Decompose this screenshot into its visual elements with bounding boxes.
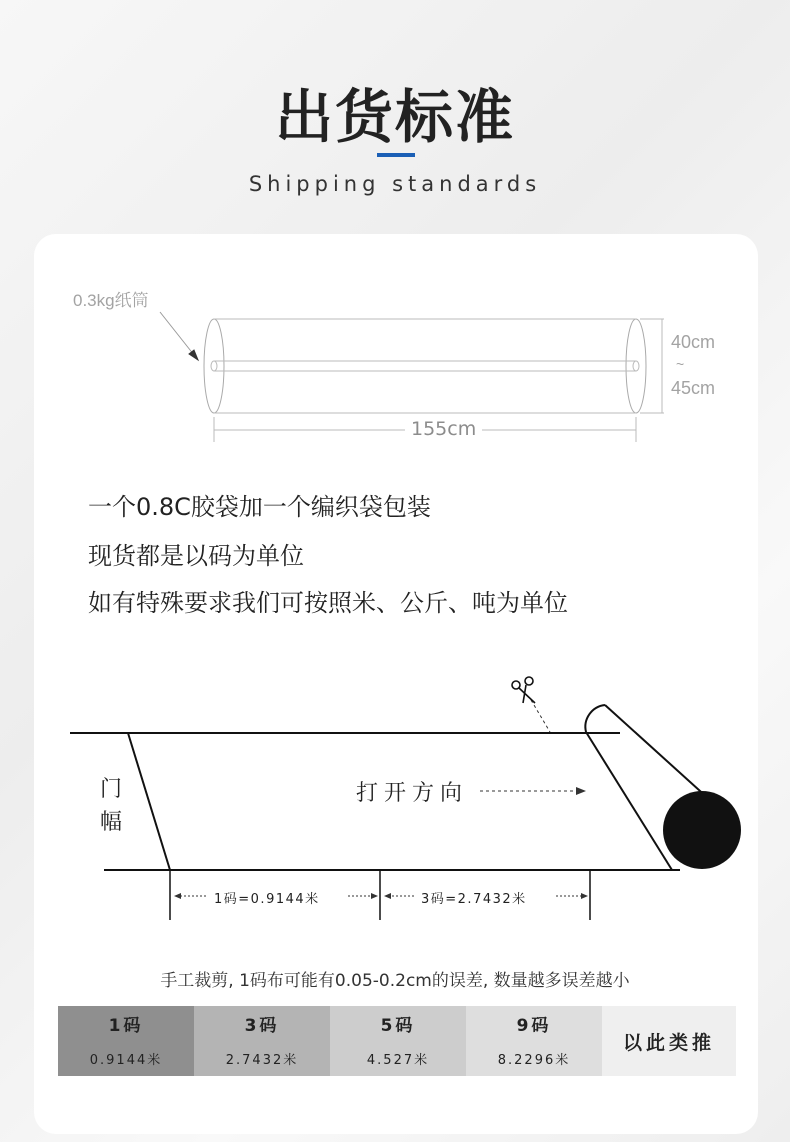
table-column: [194, 1006, 330, 1076]
door-width-label-2: 幅: [100, 810, 123, 835]
packing-line-1: 一个0.8C胶袋加一个编织袋包装: [88, 493, 431, 521]
tube-length-label: 155cm: [405, 418, 482, 440]
table-column: [466, 1006, 602, 1076]
table-column: [58, 1006, 194, 1076]
table-value-cell: 8.2296米: [466, 1041, 602, 1076]
fabric-cut-edge: [128, 733, 170, 870]
cut-guide-line: [531, 700, 550, 732]
page-title: 出货标准: [274, 83, 515, 151]
diameter-max-label: 45cm: [671, 378, 716, 398]
scissors-icon: [512, 677, 535, 703]
table-header-cell: 1码: [58, 1006, 194, 1041]
table-header-cell: 9码: [466, 1006, 602, 1041]
measure-1-yard: 1码=0.9144米: [214, 892, 320, 907]
table-column: [330, 1006, 466, 1076]
table-header-cell: 5码: [330, 1006, 466, 1041]
page-subtitle: Shipping standards: [248, 172, 542, 196]
table-value-cell: 4.527米: [330, 1041, 466, 1076]
roll-top-line: [605, 705, 710, 800]
diameter-tilde: ~: [676, 356, 685, 372]
diameter-min-label: 40cm: [671, 332, 716, 352]
cutting-note: 手工裁剪, 1码布可能有0.05-0.2cm的误差, 数量越多误差越小: [160, 971, 630, 991]
table-etc-cell: 以此类推: [602, 1006, 736, 1076]
tube-pointer-arrow: [189, 350, 198, 360]
open-direction-label: 打开方向: [356, 781, 469, 806]
tube-left-end: [204, 319, 224, 413]
open-direction-arrow: [576, 787, 586, 795]
roll-end-circle: [663, 791, 741, 869]
conversion-table: [58, 1006, 736, 1076]
packing-line-3: 如有特殊要求我们可按照米、公斤、吨为单位: [88, 589, 568, 617]
table-value-cell: 2.7432米: [194, 1041, 330, 1076]
tube-weight-label: 0.3kg纸筒: [73, 291, 149, 310]
table-header-cell: 3码: [194, 1006, 330, 1041]
tube-right-end: [626, 319, 646, 413]
roll-back-curve: [585, 705, 605, 732]
door-width-label-1: 门: [100, 777, 123, 802]
packing-line-2: 现货都是以码为单位: [88, 542, 304, 570]
table-value-cell: 0.9144米: [58, 1041, 194, 1076]
measure-3-yard: 3码=2.7432米: [421, 892, 527, 907]
